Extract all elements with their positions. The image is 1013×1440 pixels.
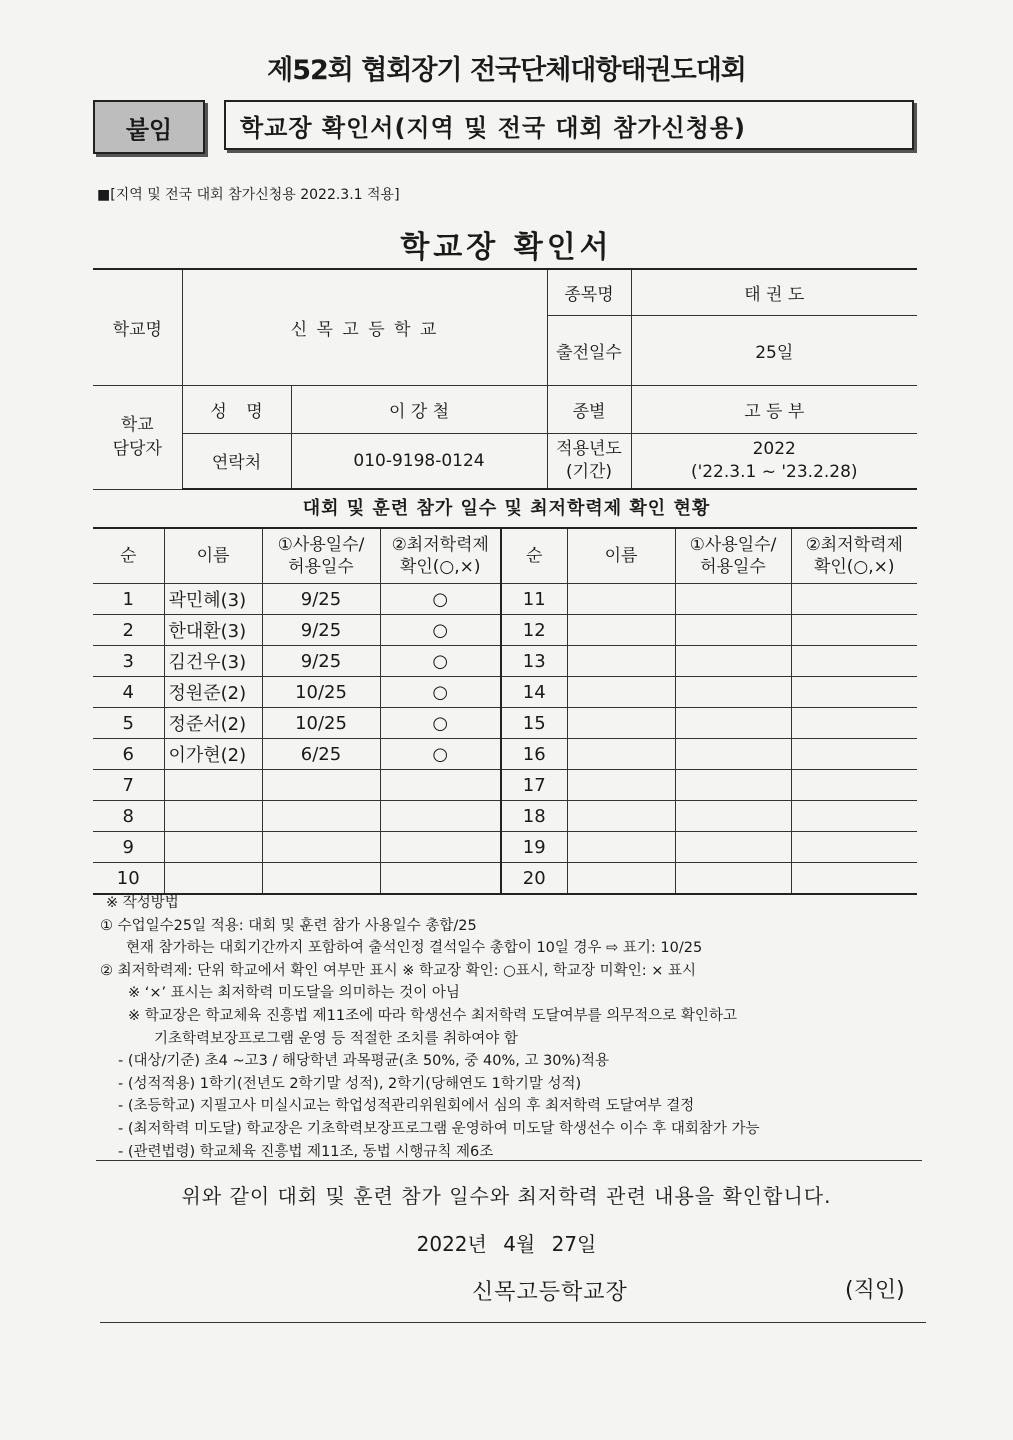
sport-value: 태 권 도 (631, 269, 917, 315)
header-days: ①사용일수/ 허용일수 (262, 528, 380, 584)
roster-check-cell (380, 801, 501, 832)
roster-name-cell: 곽민혜(3) (164, 584, 262, 615)
roster-check-cell: ○ (380, 615, 501, 646)
roster-check-cell: ○ (380, 708, 501, 739)
school-name-value: 신 목 고 등 학 교 (182, 269, 547, 385)
instruction-line: 기초학력보장프로그램 운영 등 적절한 조치를 취하여야 함 (154, 1030, 518, 1047)
header-days: ①사용일수/ 허용일수 (675, 528, 791, 584)
roster-check-cell: ○ (380, 677, 501, 708)
table-row (93, 863, 917, 895)
roster-days-cell (262, 863, 380, 895)
table-row (93, 584, 917, 615)
instruction-line: ① 수업일수25일 적용: 대회 및 훈련 참가 사용일수 총합/25 (100, 917, 477, 934)
roster-no-cell: 6 (93, 739, 164, 770)
instruction-line: - (대상/기준) 초4 ~고3 / 해당학년 과목평균(초 50%, 중 40%, 고 30%)적용 (118, 1053, 609, 1070)
roster-check-cell (791, 615, 917, 646)
instruction-line: - (관련법령) 학교체육 진흥법 제11조, 동법 시행규칙 제6조 (118, 1143, 494, 1160)
roster-days-cell (675, 646, 791, 677)
applicability-note: ■[지역 및 전국 대회 참가신청용 2022.3.1 적용] (97, 187, 400, 203)
roster-no-cell: 13 (501, 646, 567, 677)
roster-no-cell: 4 (93, 677, 164, 708)
document-title: 학교장 확인서 (400, 230, 613, 265)
roster-name-cell: 김건우(3) (164, 646, 262, 677)
table-row (93, 832, 917, 863)
roster-no-cell: 5 (93, 708, 164, 739)
instruction-line: - (초등학교) 지필고사 미실시교는 학업성적관리위원회에서 심의 후 최저학력 도달여부 결정 (118, 1098, 695, 1115)
school-name-label: 학교명 (93, 269, 182, 385)
roster-no-cell: 19 (501, 832, 567, 863)
roster-name-cell: 정원준(2) (164, 677, 262, 708)
roster-name-cell (567, 708, 675, 739)
roster-no-cell: 17 (501, 770, 567, 801)
confirmation-statement: 위와 같이 대회 및 훈련 참가 일수와 최저학력 관련 내용을 확인합니다. (181, 1184, 832, 1208)
period-value: ('22.3.1 ~ '23.2.28) (690, 461, 858, 482)
header-name: 이름 (164, 528, 262, 584)
roster-check-cell (380, 832, 501, 863)
header-name: 이름 (567, 528, 675, 584)
manager-label: 학교 담당자 (93, 385, 182, 489)
roster-section-title: 대회 및 훈련 참가 일수 및 최저학력제 확인 현황 (302, 498, 711, 519)
roster-check-cell (791, 584, 917, 615)
document-date: 2022년 4월 27일 (416, 1232, 597, 1256)
roster-no-cell: 1 (93, 584, 164, 615)
school-info-table (93, 268, 917, 490)
roster-no-cell: 16 (501, 739, 567, 770)
roster-days-cell (675, 801, 791, 832)
divider (100, 1322, 926, 1323)
division-label: 종별 (547, 385, 631, 433)
table-row (93, 615, 917, 646)
roster-days-cell: 9/25 (262, 646, 380, 677)
roster-days-cell: 9/25 (262, 615, 380, 646)
roster-table (93, 527, 917, 895)
roster-no-cell: 20 (501, 863, 567, 895)
roster-days-cell (675, 863, 791, 895)
table-row (93, 739, 917, 770)
roster-name-cell (164, 770, 262, 801)
document-subtitle: 학교장 확인서(지역 및 전국 대회 참가신청용) (224, 100, 914, 150)
roster-no-cell: 7 (93, 770, 164, 801)
table-row (93, 677, 917, 708)
roster-no-cell: 8 (93, 801, 164, 832)
roster-days-cell (675, 770, 791, 801)
year-cell (631, 433, 917, 489)
roster-no-cell: 3 (93, 646, 164, 677)
header-check: ②최저학력제 확인(○,×) (791, 528, 917, 584)
roster-name-cell (164, 801, 262, 832)
instruction-line: 현재 참가하는 대회기간까지 포함하여 출석인정 결석일수 총합이 10일 경우 ⇨ 표기: 10/25 (126, 940, 703, 957)
roster-name-cell (567, 832, 675, 863)
roster-name-cell (164, 863, 262, 895)
contact-label: 연락처 (182, 433, 291, 489)
roster-no-cell: 11 (501, 584, 567, 615)
roster-days-cell: 9/25 (262, 584, 380, 615)
header-no: 순 (93, 528, 164, 584)
roster-name-cell (567, 863, 675, 895)
attachment-badge: 붙임 (93, 100, 205, 154)
year-label: 적용년도 (기간) (547, 433, 631, 489)
days-label: 출전일수 (547, 315, 631, 385)
roster-check-cell (791, 832, 917, 863)
roster-name-cell (567, 615, 675, 646)
roster-check-cell (380, 770, 501, 801)
roster-no-cell: 14 (501, 677, 567, 708)
roster-days-cell (675, 584, 791, 615)
roster-name-cell (567, 801, 675, 832)
instructions (100, 892, 920, 1163)
roster-check-cell (791, 863, 917, 895)
roster-check-cell (791, 677, 917, 708)
roster-no-cell: 12 (501, 615, 567, 646)
instruction-line: ※ ‘×’ 표시는 최저학력 미도달을 의미하는 것이 아님 (128, 985, 460, 1002)
roster-name-cell: 정준서(2) (164, 708, 262, 739)
roster-check-cell (791, 739, 917, 770)
roster-days-cell: 10/25 (262, 677, 380, 708)
instruction-line: - (성적적용) 1학기(전년도 2학기말 성적), 2학기(당해연도 1학기말 성적) (118, 1075, 582, 1092)
roster-days-cell (675, 832, 791, 863)
event-title: 제52회 협회장기 전국단체대항태권도대회 (267, 55, 746, 86)
roster-no-cell: 18 (501, 801, 567, 832)
roster-name-cell (567, 677, 675, 708)
table-row (93, 770, 917, 801)
roster-check-cell (791, 708, 917, 739)
principal-signature: 신목고등학교장 (472, 1280, 628, 1305)
roster-no-cell: 2 (93, 615, 164, 646)
instruction-line: - (최저학력 미도달) 학교장은 기초학력보장프로그램 운영하여 미도달 학생선수 이수 후 대회참가 가능 (118, 1120, 760, 1137)
roster-days-cell: 10/25 (262, 708, 380, 739)
roster-days-cell (262, 770, 380, 801)
roster-days-cell (262, 832, 380, 863)
roster-name-cell (567, 770, 675, 801)
roster-no-cell: 15 (501, 708, 567, 739)
division-value: 고 등 부 (631, 385, 917, 433)
sport-label: 종목명 (547, 269, 631, 315)
roster-name-cell: 이가현(2) (164, 739, 262, 770)
roster-name-cell (567, 739, 675, 770)
year-value: 2022 (752, 438, 796, 459)
roster-check-cell: ○ (380, 739, 501, 770)
table-row (93, 646, 917, 677)
roster-name-cell: 한대환(3) (164, 615, 262, 646)
table-row (93, 708, 917, 739)
table-row (93, 801, 917, 832)
roster-name-cell (567, 584, 675, 615)
manager-name-label: 성 명 (182, 385, 291, 433)
roster-days-cell (675, 677, 791, 708)
manager-name-value: 이 강 철 (291, 385, 547, 433)
instruction-line: ※ 학교장은 학교체육 진흥법 제11조에 따라 학생선수 최저학력 도달여부를 의무적으로 확인하고 (128, 1007, 737, 1024)
roster-days-cell (675, 615, 791, 646)
official-seal: (직인) (845, 1278, 905, 1303)
roster-name-cell (567, 646, 675, 677)
header-no: 순 (501, 528, 567, 584)
divider (96, 1160, 922, 1161)
contact-value: 010-9198-0124 (291, 433, 547, 489)
roster-check-cell: ○ (380, 584, 501, 615)
roster-days-cell (675, 739, 791, 770)
roster-check-cell (380, 863, 501, 895)
roster-no-cell: 9 (93, 832, 164, 863)
instructions-heading: ※ 작성방법 (106, 895, 179, 911)
roster-days-cell (675, 708, 791, 739)
roster-check-cell (791, 646, 917, 677)
instruction-line: ② 최저학력제: 단위 학교에서 확인 여부만 표시 ※ 학교장 확인: ○표시, 학교장 미확인: × 표시 (100, 962, 696, 979)
roster-no-cell: 10 (93, 863, 164, 895)
roster-days-cell: 6/25 (262, 739, 380, 770)
header-check: ②최저학력제 확인(○,×) (380, 528, 501, 584)
days-value: 25일 (631, 315, 917, 385)
roster-days-cell (262, 801, 380, 832)
roster-check-cell (791, 801, 917, 832)
roster-check-cell: ○ (380, 646, 501, 677)
roster-name-cell (164, 832, 262, 863)
roster-check-cell (791, 770, 917, 801)
